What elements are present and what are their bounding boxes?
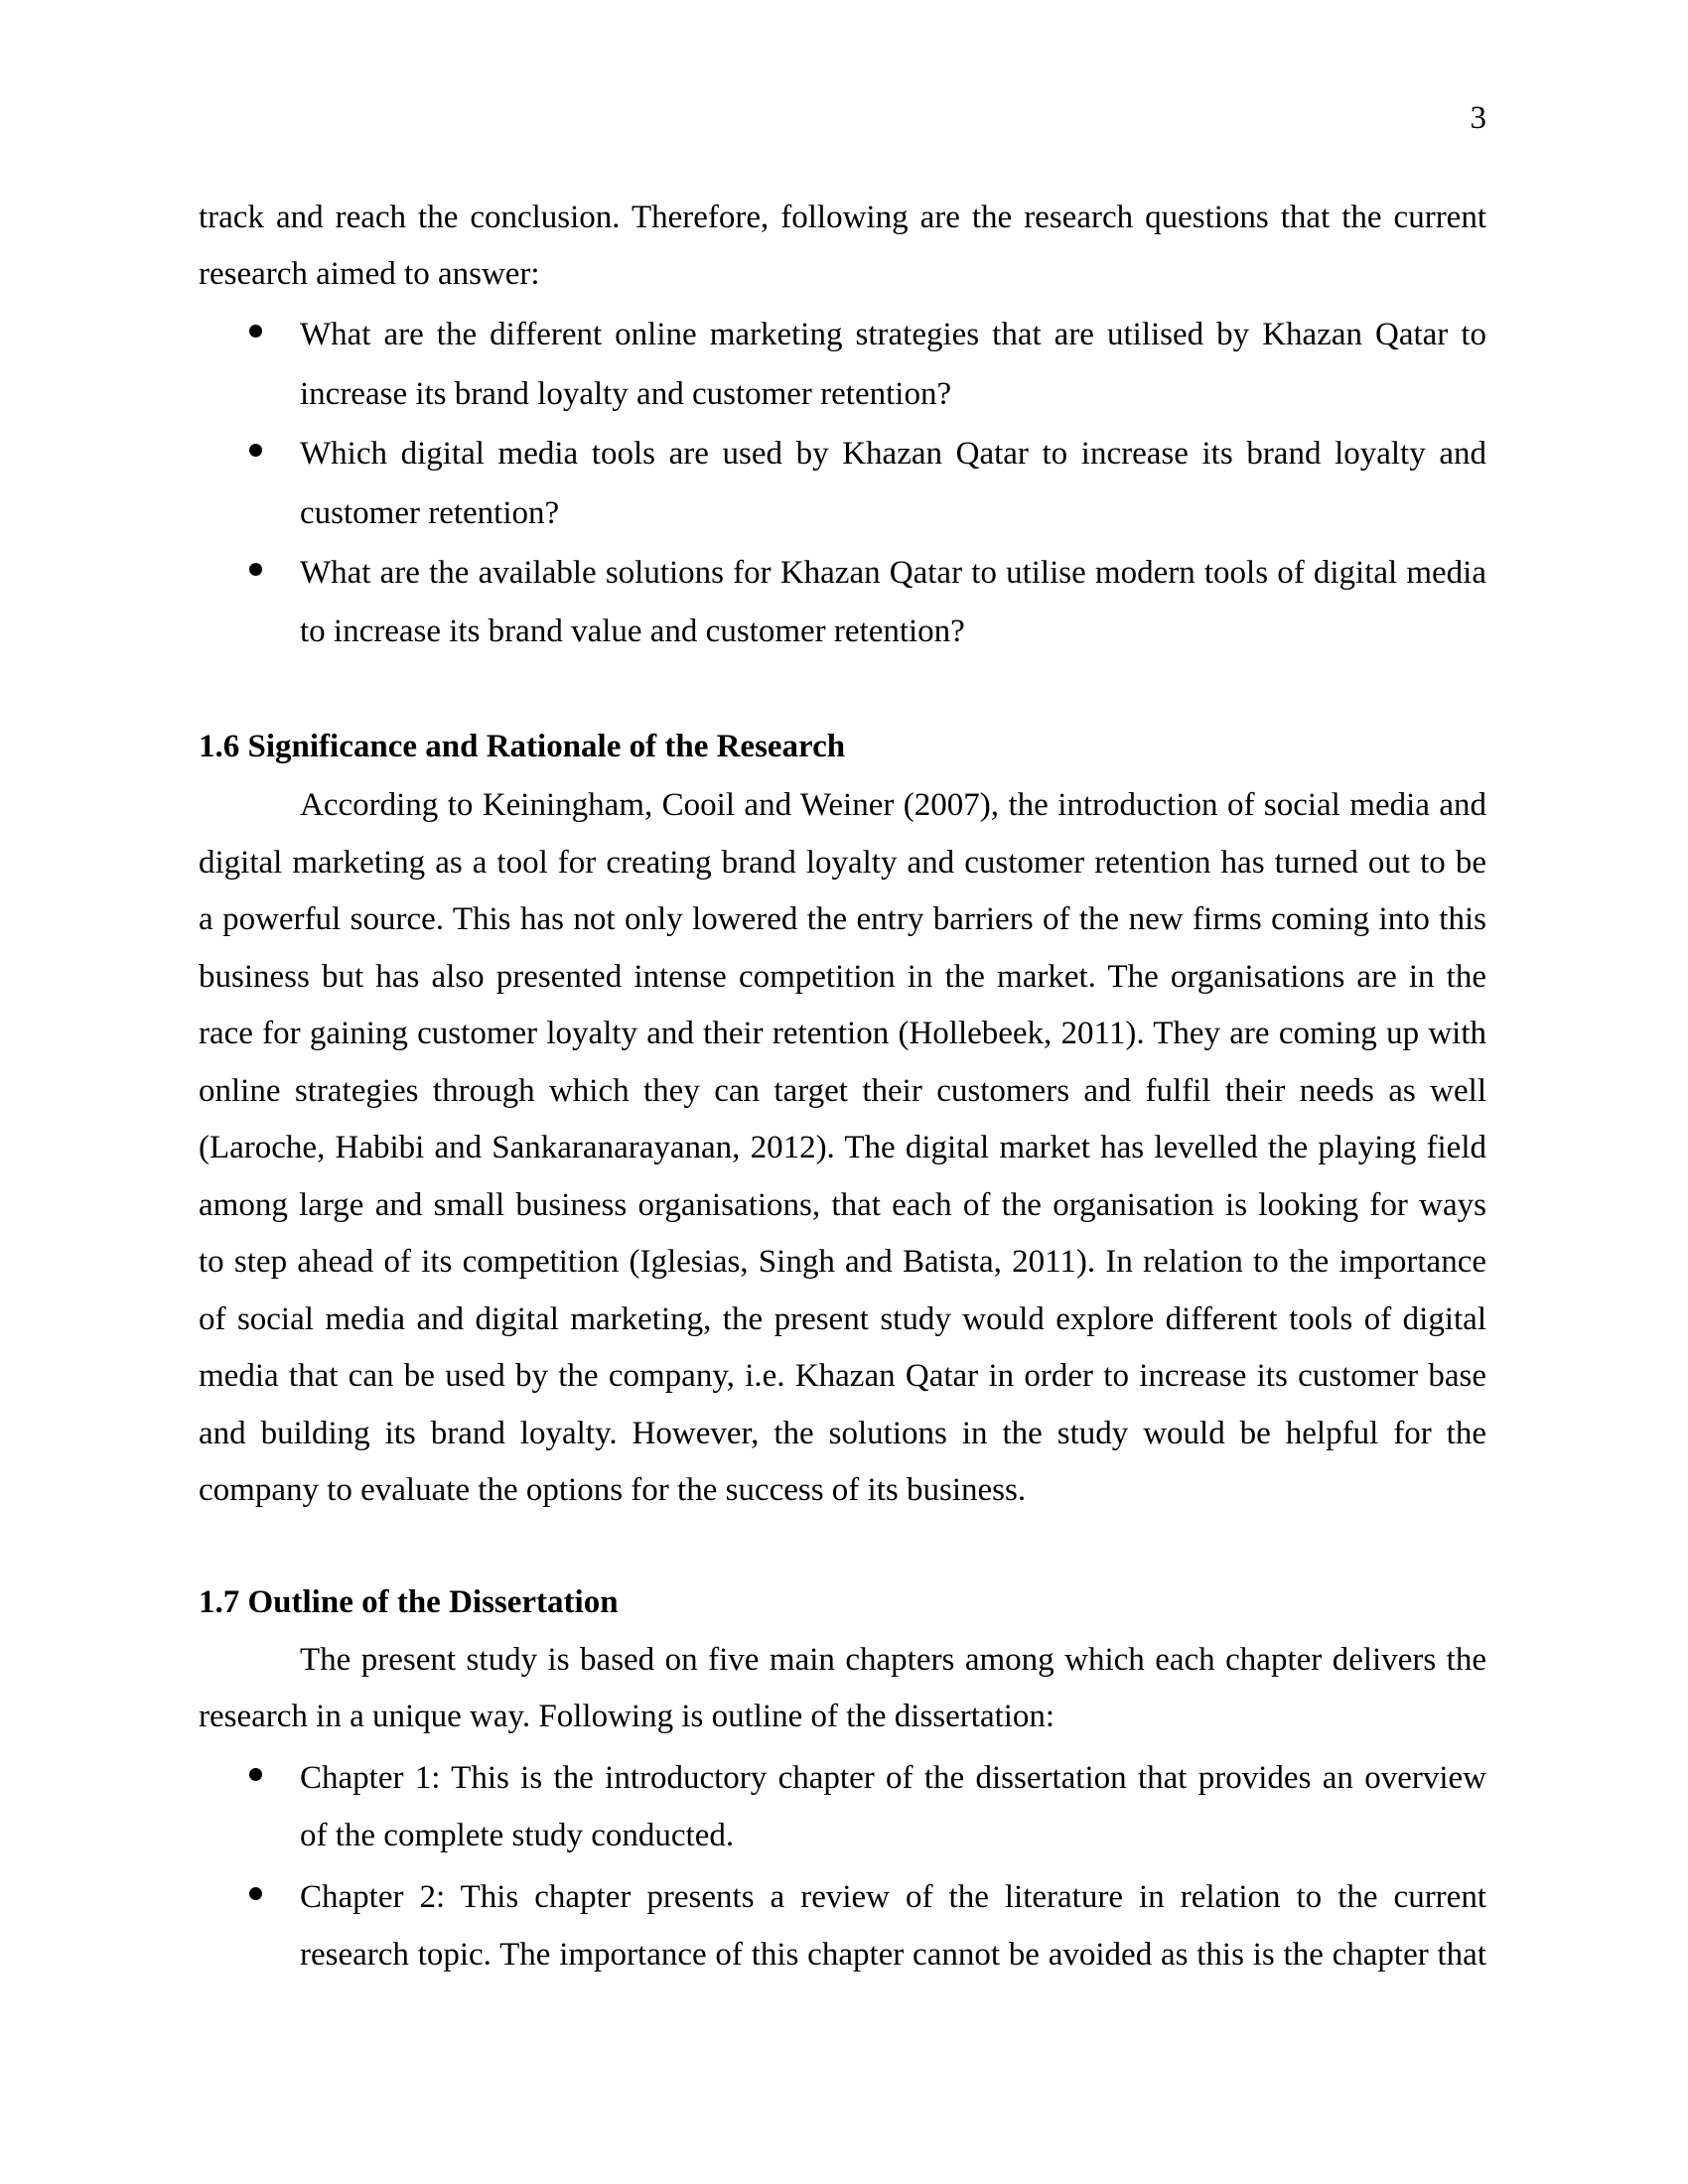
text-line: increase its brand loyalty and customer retention?	[300, 376, 952, 412]
text-line: research in a unique way. Following is outline of the dissertation:	[199, 1699, 1055, 1734]
text-line: research topic. The importance of this chapter cannot be avoided as this is the chapter that	[300, 1937, 1486, 1973]
text-line: Chapter 1: This is the introductory chapter of the dissertation that provides an overview	[300, 1760, 1486, 1796]
text-line: of the complete study conducted.	[300, 1818, 735, 1853]
text-line: to increase its brand value and customer retention?	[300, 614, 965, 649]
text-line: The present study is based on five main chapters among which each chapter delivers the	[300, 1642, 1486, 1678]
text-line: among large and small business organisations, that each of the organisation is looking for ways	[199, 1186, 1486, 1223]
text-line: and building its brand loyalty. However, the solutions in the study would be helpful for the	[199, 1415, 1486, 1451]
bullet-icon	[249, 325, 262, 338]
bullet-icon	[249, 563, 262, 576]
text-line: business but has also presented intense competition in the market. The organisations are in the	[199, 958, 1486, 995]
page-number: 3	[1470, 100, 1486, 136]
section-heading: 1.7 Outline of the Dissertation	[199, 1584, 619, 1620]
text-line: media that can be used by the company, i.e. Khazan Qatar in order to increase its customer base	[199, 1358, 1486, 1394]
text-line: What are the available solutions for Khazan Qatar to utilise modern tools of digital media	[300, 555, 1486, 591]
text-line: track and reach the conclusion. Therefore, following are the research questions that the current	[199, 200, 1486, 235]
text-line: customer retention?	[300, 495, 560, 531]
section-heading: 1.6 Significance and Rationale of the Research	[199, 729, 846, 764]
bullet-icon	[249, 1768, 262, 1781]
bullet-icon	[249, 1887, 262, 1900]
text-line: (Laroche, Habibi and Sankaranarayanan, 2012). The digital market has levelled the playing field	[199, 1130, 1486, 1165]
text-line: company to evaluate the options for the success of its business.	[199, 1472, 1027, 1508]
text-line: According to Keiningham, Cooil and Weiner (2007), the introduction of social media and	[300, 787, 1486, 823]
text-line: What are the different online marketing strategies that are utilised by Khazan Qatar to	[300, 317, 1486, 352]
text-line: Which digital media tools are used by Khazan Qatar to increase its brand loyalty and	[300, 436, 1486, 472]
text-line: to step ahead of its competition (Iglesias, Singh and Batista, 2011). In relation to the importance	[199, 1244, 1486, 1280]
text-line: of social media and digital marketing, the present study would explore different tools of digital	[199, 1300, 1486, 1337]
text-line: race for gaining customer loyalty and their retention (Hollebeek, 2011). They are coming up with	[199, 1016, 1486, 1051]
text-line: a powerful source. This has not only lowered the entry barriers of the new firms coming into this	[199, 901, 1486, 937]
text-line: digital marketing as a tool for creating brand loyalty and customer retention has turned out to be	[199, 844, 1486, 881]
text-line: research aimed to answer:	[199, 256, 540, 292]
bullet-icon	[249, 444, 262, 457]
text-line: online strategies through which they can target their customers and fulfil their needs as well	[199, 1072, 1486, 1109]
text-line: Chapter 2: This chapter presents a review of the literature in relation to the current	[300, 1879, 1486, 1915]
